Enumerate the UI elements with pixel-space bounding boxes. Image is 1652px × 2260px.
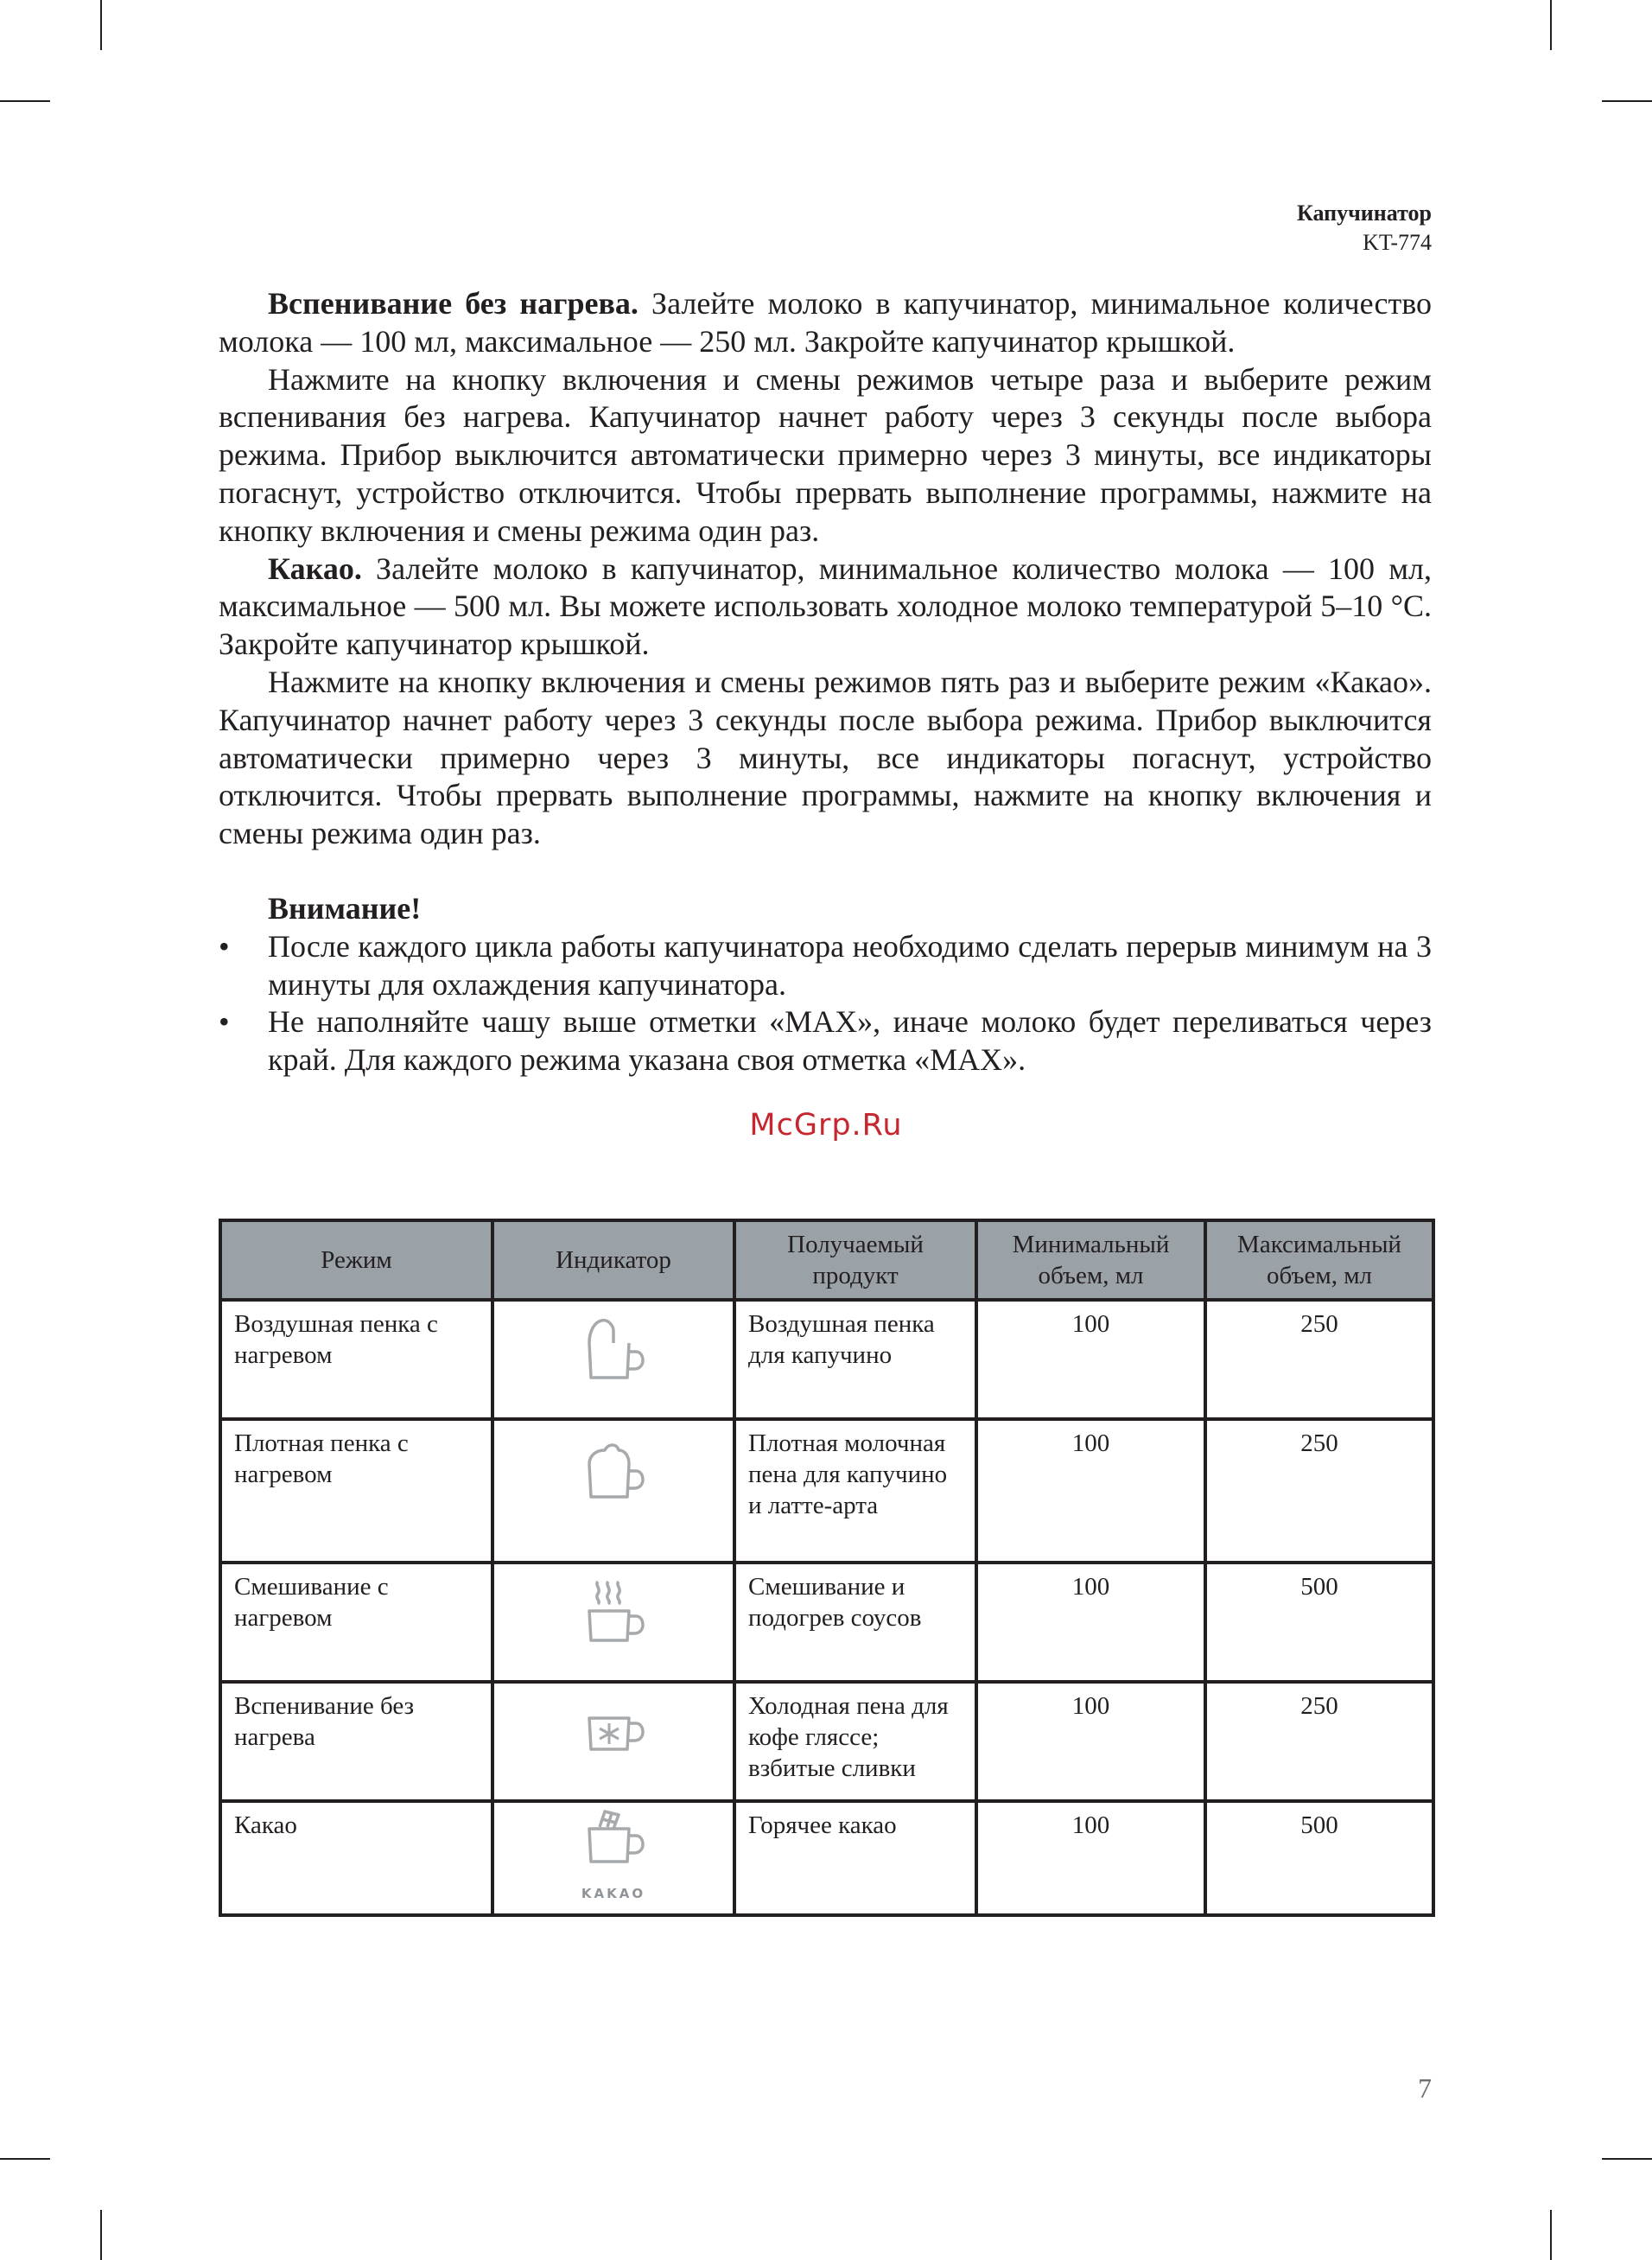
paragraph xyxy=(219,361,1432,551)
watermark: McGrp.Ru xyxy=(749,1108,903,1143)
min-volume-cell: 100 xyxy=(976,1801,1205,1915)
paragraph-text: Залейте молоко в капучинатор, минимальное количество молока — 100 мл, максимальное — 500 мл. Вы можете использовать холодное молоко температурой 5–10 °С. Закройте капучинатор крышкой. xyxy=(219,551,1432,662)
crop-mark xyxy=(100,0,102,50)
warning-title: Внимание! xyxy=(268,890,422,926)
mode-cell: Какао xyxy=(220,1801,492,1915)
product-cell: Плотная молочная пена для капучино и латте-арта xyxy=(734,1419,976,1563)
crop-mark xyxy=(1602,2158,1652,2160)
crop-mark xyxy=(1550,2210,1552,2260)
max-volume-cell: 500 xyxy=(1205,1801,1433,1915)
paragraph-text: Нажмите на кнопку включения и смены режимов пять раз и выберите режим «Какао». Капучинатор начнет работу через 3 секунды после выбора режима. Прибор выключится автоматически примерно через 3 минуты, все индикаторы погаснут, устройство отключится. Чтобы прервать выполнение программы, нажмите на кнопку включения и смены режима один раз. xyxy=(219,664,1432,851)
indicator-cell xyxy=(492,1419,734,1563)
warning-item xyxy=(219,928,1432,1004)
crop-mark xyxy=(1550,0,1552,50)
max-volume-cell: 250 xyxy=(1205,1300,1433,1419)
min-volume-cell: 100 xyxy=(976,1419,1205,1563)
table-row xyxy=(220,1419,1433,1563)
table-row xyxy=(220,1300,1433,1419)
mode-cell: Вспенивание без нагрева xyxy=(220,1682,492,1801)
bullet-icon: • xyxy=(219,928,230,964)
bullet-icon: • xyxy=(219,1004,230,1040)
paragraph xyxy=(219,551,1432,664)
indicator-cell xyxy=(492,1682,734,1801)
max-volume-cell: 250 xyxy=(1205,1419,1433,1563)
column-header-max-volume: Максимальный объем, мл xyxy=(1205,1220,1433,1300)
modes-table xyxy=(219,1219,1435,1917)
column-header-min-volume: Минимальный объем, мл xyxy=(976,1220,1205,1300)
warning-item-text: Не наполняйте чашу выше отметки «MAX», иначе молоко будет переливаться через край. Для каждого режима указана своя отметка «MAX». xyxy=(268,1004,1432,1078)
product-title: Капучинатор xyxy=(1297,201,1432,226)
min-volume-cell: 100 xyxy=(976,1682,1205,1801)
min-volume-cell: 100 xyxy=(976,1563,1205,1682)
indicator-cell xyxy=(492,1300,734,1419)
product-cell: Горячее какао xyxy=(734,1801,976,1915)
crop-mark xyxy=(100,2210,102,2260)
instructions-body xyxy=(219,285,1432,1079)
product-cell: Смешивание и подогрев соусов xyxy=(734,1563,976,1682)
paragraph-text: Залейте молоко в капучинатор, минимальное количество молока — 100 мл, максимальное — 250 мл. Закройте капучинатор крышкой. xyxy=(219,286,1432,359)
paragraph xyxy=(219,664,1432,853)
table-row xyxy=(220,1682,1433,1801)
warning-item-text: После каждого цикла работы капучинатора необходимо сделать перерыв минимум на 3 минуты для охлаждения капучинатора. xyxy=(268,928,1432,1002)
cocoa-indicator-label: KAKAO xyxy=(581,1886,646,1901)
mode-cell: Плотная пенка с нагревом xyxy=(220,1419,492,1563)
cup-dense-foam-icon xyxy=(579,1480,648,1508)
product-model: KT-774 xyxy=(1363,230,1432,255)
paragraph-lead: Вспенивание без нагрева. xyxy=(268,286,639,321)
paragraph-lead: Какао. xyxy=(268,551,362,586)
column-header-product: Получаемый продукт xyxy=(734,1220,976,1300)
warning-item xyxy=(219,1003,1432,1079)
indicator-cell xyxy=(492,1563,734,1682)
running-header xyxy=(1297,199,1432,258)
warning-list xyxy=(219,928,1432,1079)
product-cell: Холодная пена для кофе гляссе; взбитые сливки xyxy=(734,1682,976,1801)
page-number: 7 xyxy=(1418,2072,1432,2104)
crop-mark xyxy=(0,100,50,102)
column-header-indicator: Индикатор xyxy=(492,1220,734,1300)
table-row xyxy=(220,1563,1433,1682)
column-header-mode: Режим xyxy=(220,1220,492,1300)
max-volume-cell: 500 xyxy=(1205,1563,1433,1682)
mode-cell: Воздушная пенка с нагревом xyxy=(220,1300,492,1419)
paragraph xyxy=(219,285,1432,361)
mode-cell: Смешивание с нагревом xyxy=(220,1563,492,1682)
crop-mark xyxy=(1602,100,1652,102)
crop-mark xyxy=(0,2158,50,2160)
min-volume-cell: 100 xyxy=(976,1300,1205,1419)
product-cell: Воздушная пенка для капучино xyxy=(734,1300,976,1419)
table-header-row xyxy=(220,1220,1433,1300)
cup-cocoa-icon xyxy=(494,1845,733,1909)
table-row xyxy=(220,1801,1433,1915)
indicator-cell xyxy=(492,1801,734,1915)
max-volume-cell: 250 xyxy=(1205,1682,1433,1801)
cup-snowflake-icon xyxy=(579,1743,648,1771)
cup-steam-icon xyxy=(579,1624,648,1652)
cup-tall-foam-icon xyxy=(579,1361,648,1389)
paragraph-text: Нажмите на кнопку включения и смены режимов четыре раза и выберите режим вспенивания без нагрева. Капучинатор начнет работу через 3 секунды после выбора режима. Прибор выключится автоматически примерно через 3 минуты, все индикаторы погаснут, устройство отключится. Чтобы прервать выполнение программы, нажмите на кнопку включения и смены режима один раз. xyxy=(219,361,1432,548)
